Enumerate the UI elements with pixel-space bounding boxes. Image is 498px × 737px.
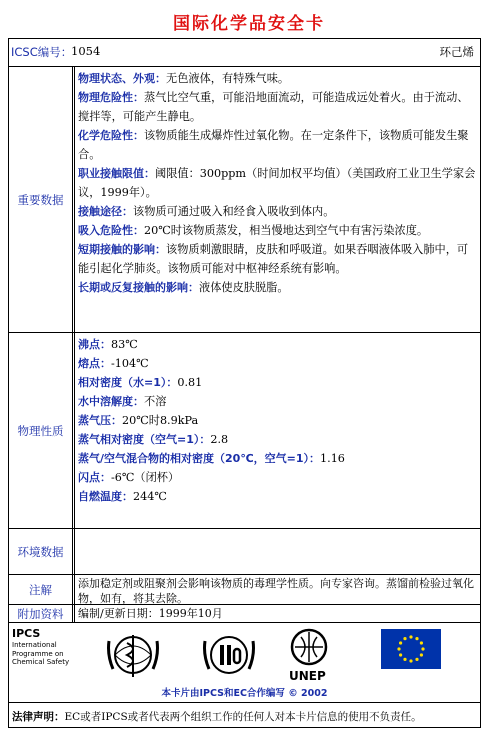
legal-label: 法律声明： xyxy=(12,711,65,723)
physical-item xyxy=(78,373,476,392)
additional-info-content: 编制/更新日期：1999年10月 xyxy=(78,607,223,620)
eu-star xyxy=(415,637,418,640)
important-item xyxy=(78,88,476,126)
icsc-number: 1054 xyxy=(71,44,101,58)
physical-item-value: 20℃时8.9kPa xyxy=(122,414,199,427)
physical-properties-label: 物理性质 xyxy=(9,333,75,528)
physical-item-key: 蒸气相对密度（空气=1）： xyxy=(78,433,211,446)
eu-star xyxy=(397,647,400,650)
unep-emblem-icon xyxy=(287,627,331,671)
physical-item-key: 相对密度（水=1）： xyxy=(78,376,178,389)
important-data-label: 重要数据 xyxy=(9,67,75,332)
important-item-key: 化学危险性： xyxy=(78,129,144,142)
eu-star xyxy=(399,641,402,644)
eu-star xyxy=(399,653,402,656)
section-important-data xyxy=(9,67,480,333)
section-additional-info xyxy=(9,605,480,623)
notes-label: 注解 xyxy=(9,575,75,604)
physical-item-key: 闪点： xyxy=(78,471,111,484)
important-item-key: 职业接触限值： xyxy=(78,167,155,180)
physical-item-value: 1.16 xyxy=(320,452,345,465)
important-item-value: 液体使皮肤脱脂。 xyxy=(199,281,289,294)
ipcs-name: IPCS xyxy=(12,627,41,640)
physical-item-value: -6℃（闭杯） xyxy=(111,471,180,484)
physical-item-value: 244℃ xyxy=(133,490,167,503)
credit-line: 本卡片由IPCS和EC合作编写 © 2002 xyxy=(161,688,328,699)
important-item xyxy=(78,221,476,240)
icsc-number-label: ICSC编号： xyxy=(11,45,73,59)
physical-item xyxy=(78,449,476,468)
section-environment xyxy=(9,529,480,575)
physical-item-key: 自燃温度： xyxy=(78,490,133,503)
eu-star xyxy=(420,641,423,644)
eu-star xyxy=(409,635,412,638)
physical-item-value: 0.81 xyxy=(177,376,203,389)
important-item-value: 该物质可通过吸入和经食入吸收到体内。 xyxy=(133,205,335,218)
additional-info-label: 附加资料 xyxy=(9,605,75,622)
eu-star xyxy=(421,647,424,650)
important-item-value: 该物质刺激眼睛，皮肤和呼吸道。如果吞咽液体吸入肺中，可能引起化学肺炎。该物质可能对中枢神经系统有影响。 xyxy=(78,243,469,275)
eu-star xyxy=(403,637,406,640)
important-item-value: 阈限值：300ppm（时间加权平均值）（美国政府工业卫生学家会议，1999年）。 xyxy=(78,167,476,199)
physical-properties-content xyxy=(78,335,476,506)
important-item xyxy=(78,278,476,297)
eu-star xyxy=(409,659,412,662)
important-item xyxy=(78,240,476,278)
icsc-card xyxy=(8,38,481,728)
physical-item-value: -104℃ xyxy=(111,357,149,370)
physical-item xyxy=(78,430,476,449)
physical-item xyxy=(78,411,476,430)
important-item-key: 物理危险性： xyxy=(78,91,144,104)
important-item-key: 接触途径： xyxy=(78,205,133,218)
important-item-key: 吸入危险性： xyxy=(78,224,144,237)
ipcs-full-name: International Programme on Chemical Safety xyxy=(12,641,70,666)
physical-item-key: 蒸气压： xyxy=(78,414,122,427)
unep-label: UNEP xyxy=(289,669,326,683)
physical-item xyxy=(78,335,476,354)
eu-flag-icon xyxy=(381,629,441,669)
important-item-value: 无色液体，有特殊气味。 xyxy=(166,72,290,85)
important-item-key: 物理状态、外观： xyxy=(78,72,166,85)
who-emblem-icon xyxy=(105,629,161,681)
important-item xyxy=(78,69,476,88)
physical-item xyxy=(78,468,476,487)
eu-star xyxy=(415,658,418,661)
notes-content: 添加稳定剂或阻聚剂会影响该物质的毒理学性质。向专家咨询。蒸馏前检验过氧化物，如有，将其去除。 xyxy=(78,577,474,605)
environment-label: 环境数据 xyxy=(9,529,75,574)
important-item xyxy=(78,164,476,202)
physical-item-value: 不溶 xyxy=(144,395,167,408)
important-item-key: 长期或反复接触的影响： xyxy=(78,281,199,294)
chemical-name: 环己烯 xyxy=(439,45,474,59)
physical-item-key: 水中溶解度： xyxy=(78,395,144,408)
card-header xyxy=(9,39,480,67)
physical-item-key: 蒸气/空气混合物的相对密度（20℃，空气=1）： xyxy=(78,452,321,465)
physical-item xyxy=(78,354,476,373)
physical-item xyxy=(78,487,476,506)
important-item-key: 短期接触的影响： xyxy=(78,243,166,256)
section-physical-properties xyxy=(9,333,480,529)
physical-item-value: 2.8 xyxy=(210,433,229,446)
physical-item-key: 熔点： xyxy=(78,357,111,370)
eu-star xyxy=(420,653,423,656)
important-item xyxy=(78,202,476,221)
important-data-content xyxy=(78,69,476,297)
section-notes xyxy=(9,575,480,605)
page-title: 国际化学品安全卡 xyxy=(173,14,325,34)
physical-item xyxy=(78,392,476,411)
important-item-value: 20℃时该物质蒸发，相当慢地达到空气中有害污染浓度。 xyxy=(144,224,429,237)
important-item-value: 该物质能生成爆炸性过氧化物。在一定条件下，该物质可能发生聚合。 xyxy=(78,129,469,161)
legal-notice xyxy=(9,703,480,727)
important-item xyxy=(78,126,476,164)
physical-item-value: 83℃ xyxy=(111,338,138,351)
important-item-value: 蒸气比空气重，可能沿地面流动，可能造成远处着火。由于流动、搅拌等，可能产生静电。 xyxy=(78,91,469,123)
logo-footer xyxy=(9,623,480,703)
ilo-emblem-icon xyxy=(201,629,257,681)
physical-item-key: 沸点： xyxy=(78,338,111,351)
legal-text: EC或者IPCS或者代表两个组织工作的任何人对本卡片信息的使用不负责任。 xyxy=(64,711,422,723)
eu-star xyxy=(403,658,406,661)
